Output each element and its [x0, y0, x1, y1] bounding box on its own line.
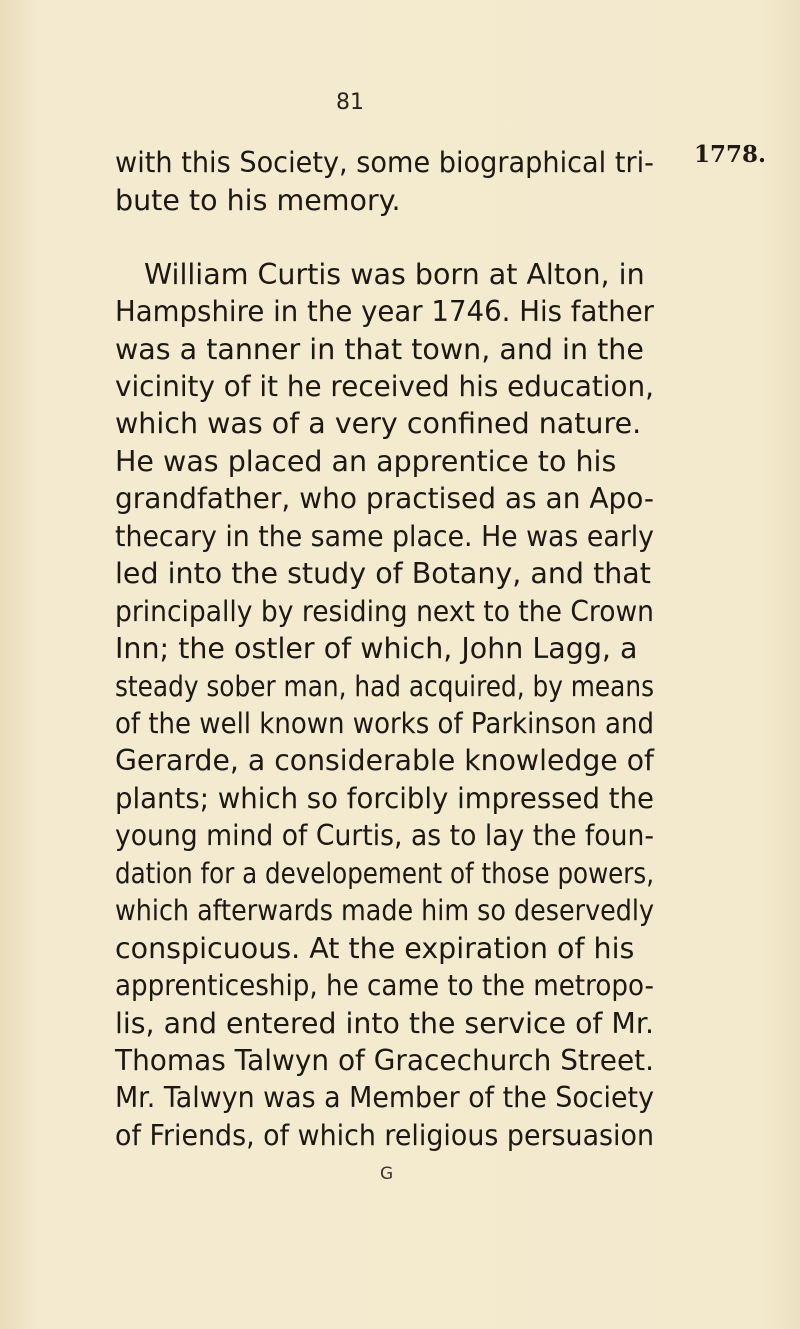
page-number: 81 [336, 90, 364, 115]
signature-mark: G [380, 1164, 394, 1184]
text-line-18: young mind of Curtis, as to lay the foun- [115, 819, 654, 852]
text-line-8: He was placed an apprentice to his [115, 445, 617, 478]
text-line-13: Inn; the ostler of which, John Lagg, a [115, 632, 638, 665]
text-line-6: vicinity of it he received his education, [115, 370, 654, 403]
text-line-17: plants; which so forcibly impressed the [115, 782, 655, 815]
text-line-12: principally by residing next to the Crown [115, 595, 655, 628]
text-line-23: lis, and entered into the service of Mr. [115, 1007, 654, 1040]
text-line-15: of the well known works of Parkinson and [115, 707, 654, 740]
text-line-20: which afterwards made him so deservedly [115, 894, 655, 927]
text-line-24: Thomas Talwyn of Gracechurch Street. [115, 1044, 654, 1077]
text-line-7: which was of a very confined nature. [115, 407, 642, 440]
text-line-14: steady sober man, had acquired, by means [115, 670, 655, 703]
text-line-9: grandfather, who practised as an Apo- [115, 482, 654, 515]
text-line-16: Gerarde, a considerable knowledge of [115, 744, 655, 777]
text-line-4: Hampshire in the year 1746. His father [115, 295, 655, 328]
text-line-10: thecary in the same place. He was early [115, 520, 655, 553]
text-line-11: led into the study of Botany, and that [115, 557, 651, 590]
text-line-2: bute to his memory. [115, 184, 401, 217]
text-line-19: dation for a developement of those powers, [115, 857, 655, 890]
text-line-3: William Curtis was born at Alton, in [144, 258, 645, 291]
text-line-22: apprenticeship, he came to the metropo- [115, 969, 654, 1002]
text-line-26: of Friends, of which religious persuasion [115, 1119, 654, 1152]
text-line-5: was a tanner in that town, and in the [115, 333, 644, 366]
margin-year: 1778. [694, 141, 767, 168]
text-line-21: conspicuous. At the expiration of his [115, 932, 635, 965]
text-line-1: with this Society, some biographical tri- [115, 146, 654, 179]
text-line-25: Mr. Talwyn was a Member of the Society [115, 1081, 654, 1114]
